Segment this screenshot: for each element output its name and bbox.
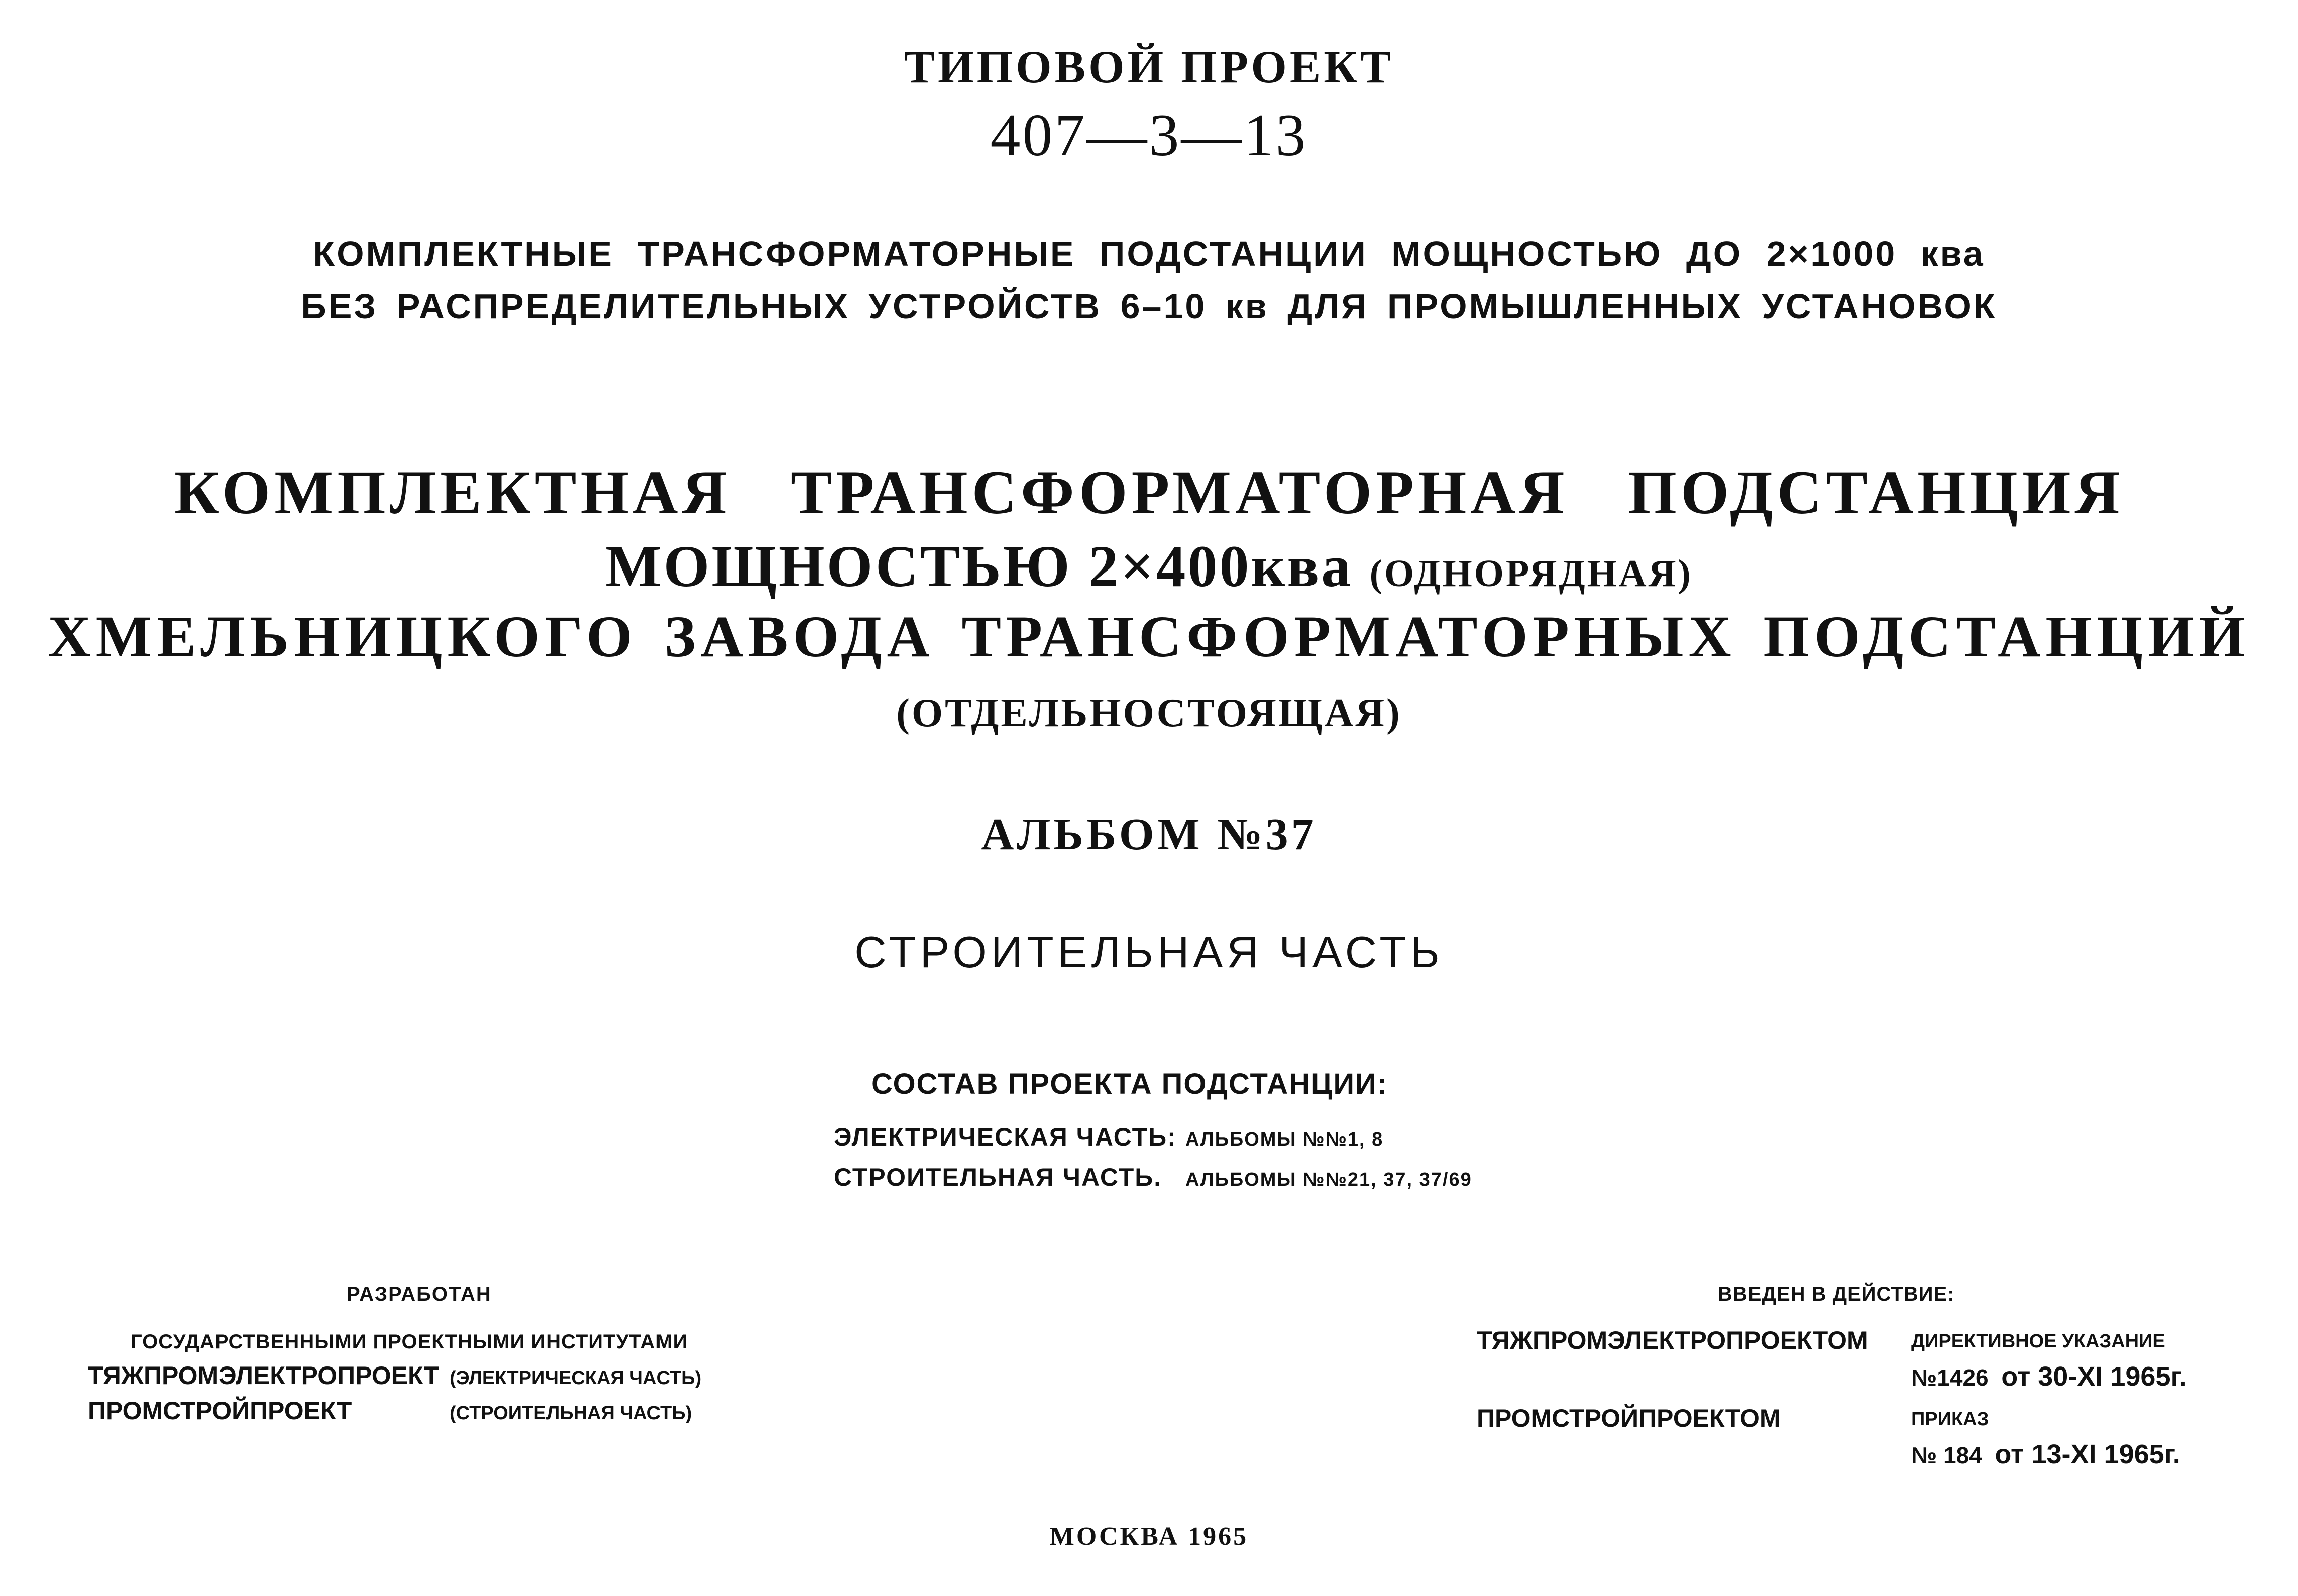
composition-electric-row	[834, 1122, 1383, 1152]
developer-org-2-note: (СТРОИТЕЛЬНАЯ ЧАСТЬ)	[450, 1403, 692, 1424]
part-name: СТРОИТЕЛЬНАЯ ЧАСТЬ	[854, 927, 1444, 977]
composition-title: СОСТАВ ПРОЕКТА ПОДСТАНЦИИ:	[871, 1068, 1388, 1100]
effect-doc-2-date: от 13-XI 1965г.	[1995, 1439, 2180, 1469]
developer-org-1-note: (ЭЛЕКТРИЧЕСКАЯ ЧАСТЬ)	[450, 1367, 702, 1389]
main-title-capacity: МОЩНОСТЬЮ 2×400ква	[605, 533, 1353, 599]
project-number: 407—3—13	[990, 101, 1308, 168]
series-title-line-2: БЕЗ РАСПРЕДЕЛИТЕЛЬНЫХ УСТРОЙСТВ 6–10 кв ДЛЯ ПРОМЫШЛЕННЫХ УСТАНОВОК	[301, 287, 1997, 326]
effect-doc-2: ПРИКАЗ	[1911, 1409, 1989, 1430]
series-title-line-1: КОМПЛЕКТНЫЕ ТРАНСФОРМАТОРНЫЕ ПОДСТАНЦИИ МОЩНОСТЬЮ ДО 2×1000 ква	[313, 234, 1985, 273]
main-title-line-3: ХМЕЛЬНИЦКОГО ЗАВОДА ТРАНСФОРМАТОРНЫХ ПОДСТАНЦИЙ	[48, 604, 2250, 669]
effect-doc-1: ДИРЕКТИВНОЕ УКАЗАНИЕ	[1911, 1331, 2165, 1352]
main-title-layout-note: (ОДНОРЯДНАЯ)	[1369, 552, 1693, 595]
composition-electric-label: ЭЛЕКТРИЧЕСКАЯ ЧАСТЬ:	[834, 1123, 1177, 1151]
effect-doc-1-number	[1911, 1361, 2187, 1392]
effect-org-1: ТЯЖПРОМЭЛЕКТРОПРОЕКТОМ	[1477, 1326, 1868, 1354]
main-title-line-4: (ОТДЕЛЬНОСТОЯЩАЯ)	[896, 691, 1402, 735]
effect-doc-1-no: №1426	[1911, 1364, 1989, 1391]
effect-org-2: ПРОМСТРОЙПРОЕКТОМ	[1477, 1404, 1781, 1432]
main-title-line-2	[0, 532, 2298, 601]
project-type-heading: ТИПОВОЙ ПРОЕКТ	[904, 41, 1394, 92]
album-number: АЛЬБОМ №37	[981, 810, 1317, 859]
composition-electric-value: АЛЬБОМЫ №№1, 8	[1185, 1129, 1384, 1150]
main-title-line-1: КОМПЛЕКТНАЯ ТРАНСФОРМАТОРНАЯ ПОДСТАНЦИЯ	[174, 458, 2124, 527]
developed-by-org-2	[88, 1396, 692, 1425]
effect-doc-2-number	[1911, 1439, 2180, 1470]
developed-by-org-1	[88, 1361, 701, 1390]
composition-construction-label: СТРОИТЕЛЬНАЯ ЧАСТЬ.	[834, 1163, 1162, 1191]
composition-construction-value: АЛЬБОМЫ №№21, 37, 37/69	[1185, 1169, 1472, 1190]
composition-construction-row	[834, 1163, 1472, 1192]
developer-org-2-name: ПРОМСТРОЙПРОЕКТ	[88, 1397, 352, 1425]
put-into-effect-title: ВВЕДЕН В ДЕЙСТВИЕ:	[1718, 1283, 1955, 1305]
effect-doc-2-no: № 184	[1911, 1442, 1982, 1468]
footer-city-year: МОСКВА 1965	[1049, 1522, 1249, 1551]
effect-doc-1-date: от 30-XI 1965г.	[2001, 1361, 2187, 1392]
developer-org-1-name: ТЯЖПРОМЭЛЕКТРОПРОЕКТ	[88, 1361, 440, 1390]
developed-by-title: РАЗРАБОТАН	[347, 1283, 492, 1305]
developed-by-institutes: ГОСУДАРСТВЕННЫМИ ПРОЕКТНЫМИ ИНСТИТУТАМИ	[131, 1331, 688, 1353]
